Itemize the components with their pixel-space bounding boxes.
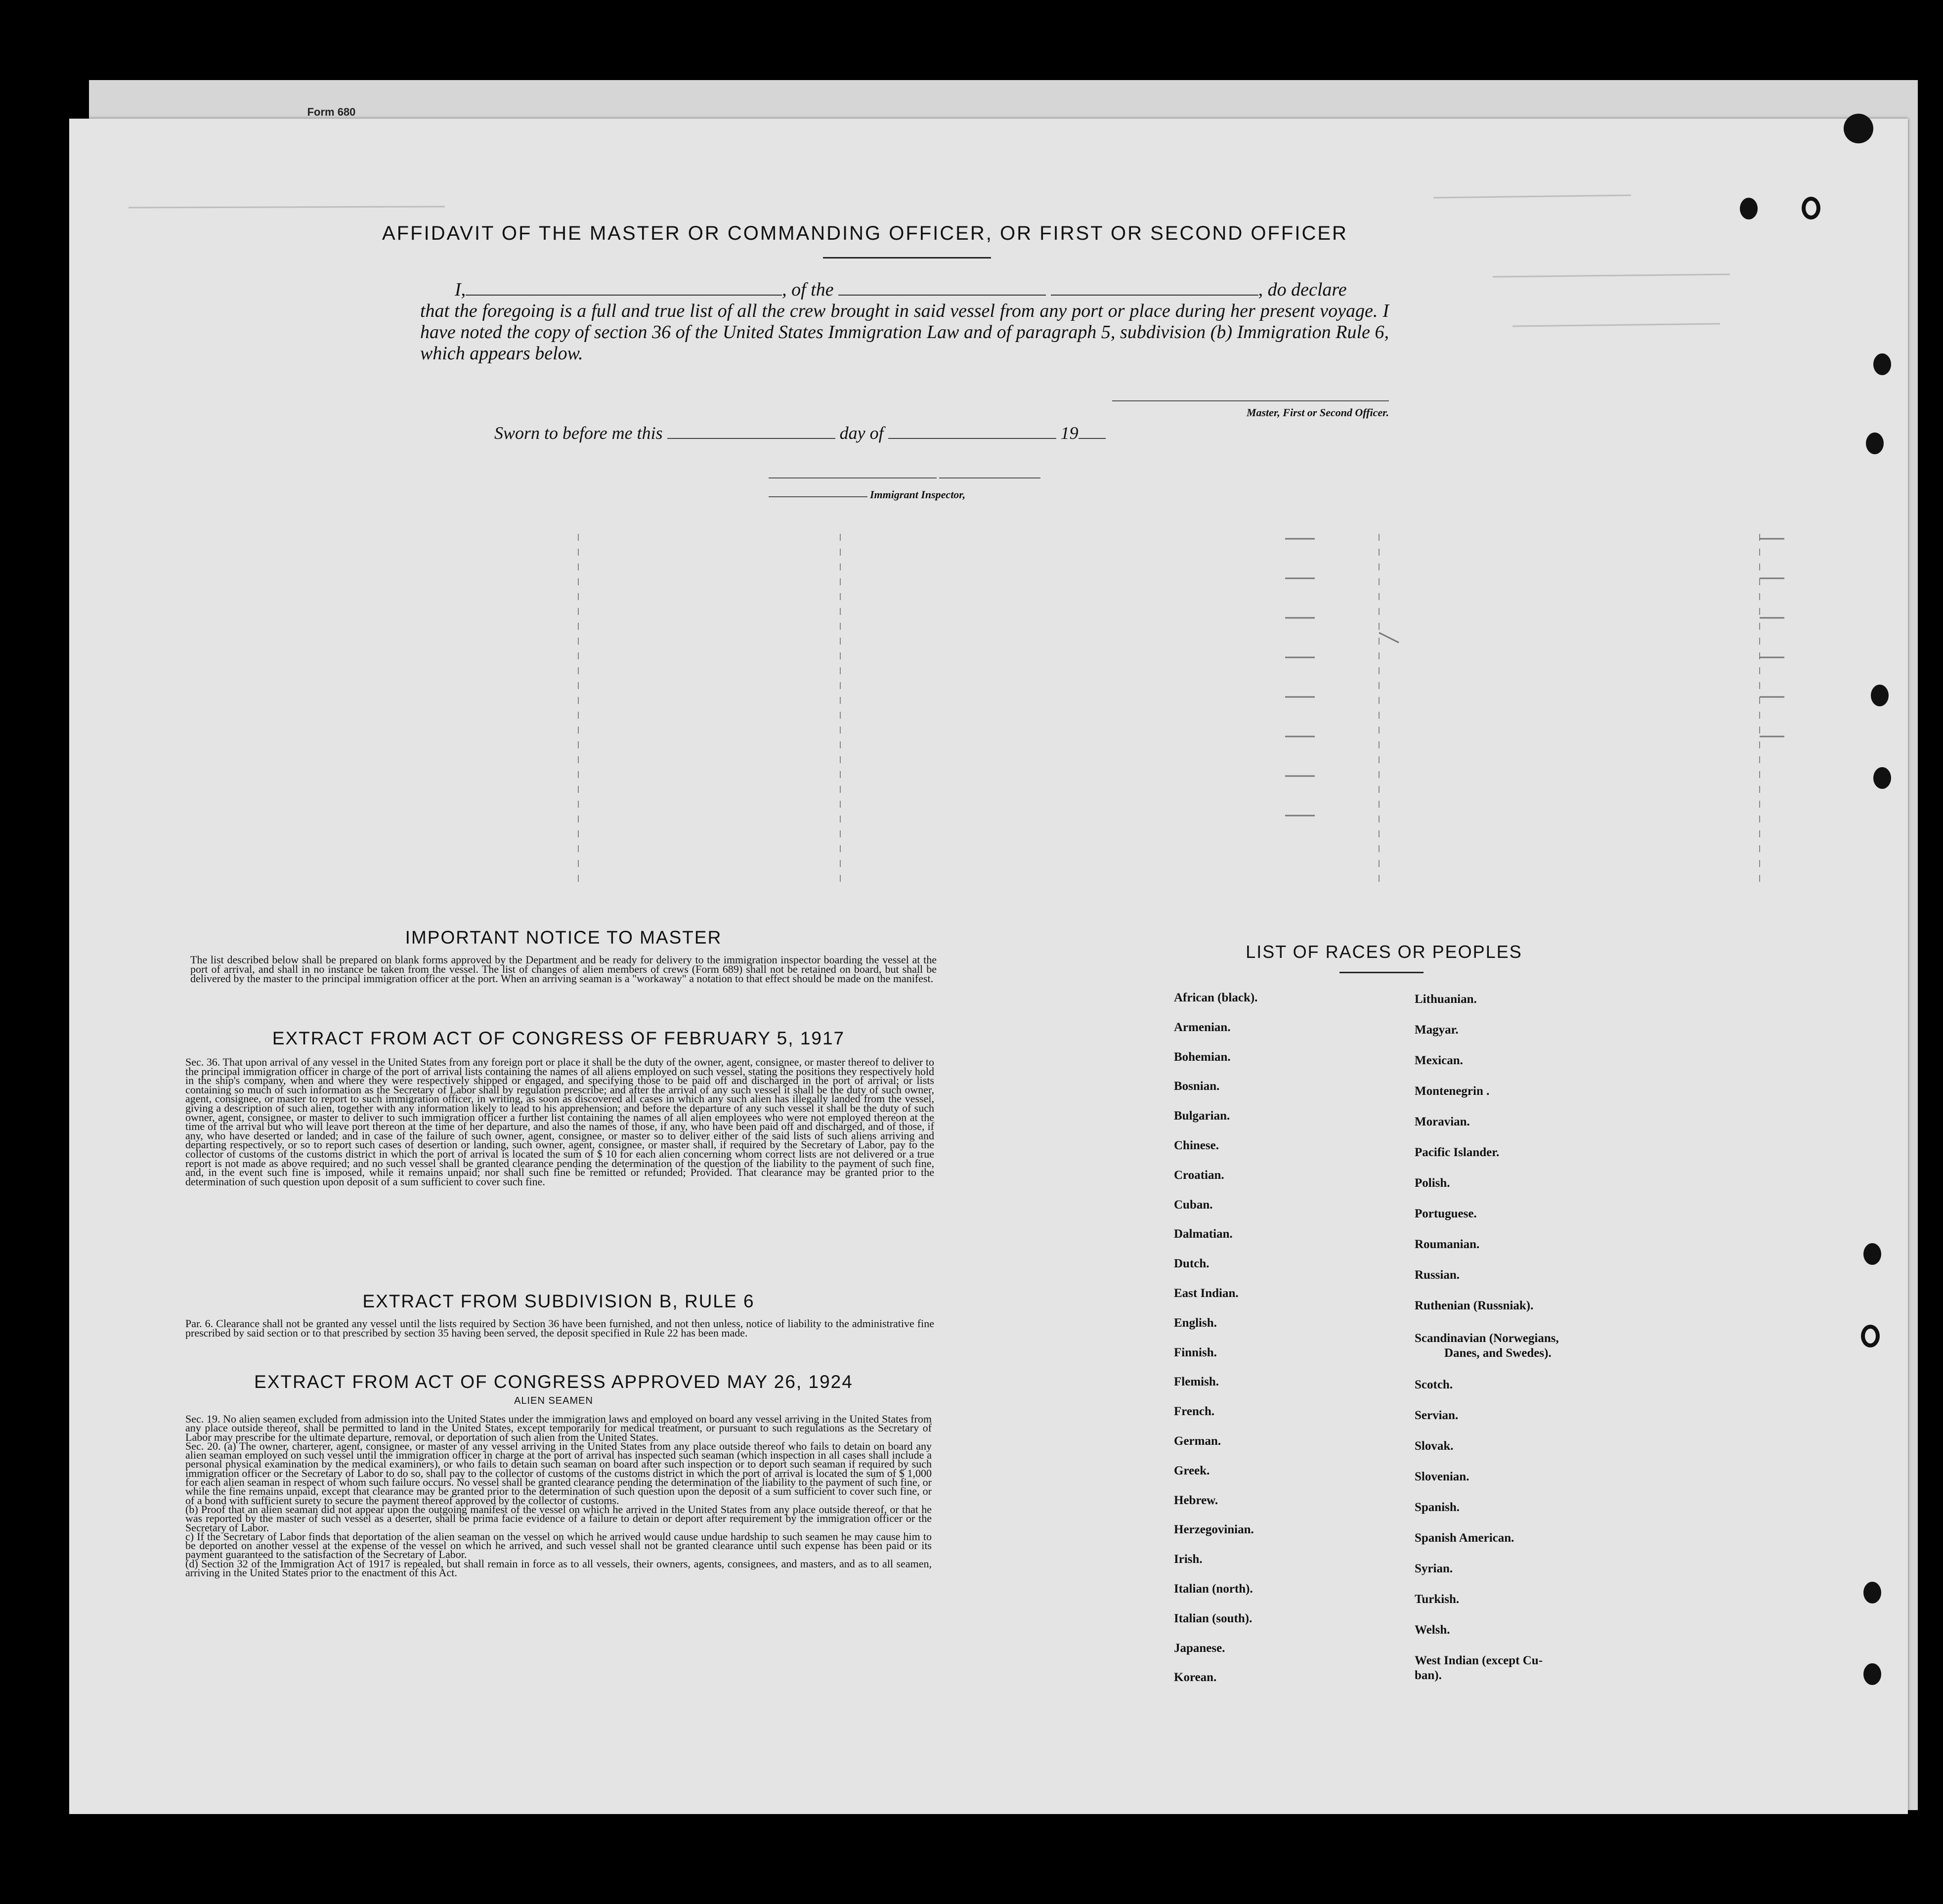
extract-1917-text: Sec. 36. That upon arrival of any vessel in the United States from any foreign port or place it shall be the duty of the owner, agent, consignee, or master thereof to deliver to the principal immigration officer in charge of the port of arrival lists containing the names of all aliens employed on such vessel, stating the positions they respectively hold in the ship's company, when and where they were respectively shipped or engaged, and specifying those to be paid off and discharged in the port of arrival; or lists containing so much of such information as the Secretary of Labor shall by regulation prescribe; and after the arrival of any such vessel it shall be the duty of such owner, agent, consignee, or master to report to such immigration officer, in writing, as soon as discovered all cases in which any such alien has illegally landed from the vessel, giving a description of such alien, together with any information likely to lead to his apprehension; and before the departure of any such vessel it shall be the duty of such owner, agent, consignee, or master to deliver to such immigration officer a further list containing the names of all alien employees who were not employed thereon at the time of the arrival but who will leave port thereon at the time of her departure, and also the names of those, if any, who have been paid off and discharged, and of those, if any, who have deserted or landed; and in case of the failure of such owner, agent, consignee, or master so to deliver either of the said lists of such aliens arriving and departing respectively, or so to report such cases of desertion or landing, such owner, agent, consignee, or master shall, if required by the Secretary of Labor, pay to the collector of customs of the customs district in which the port of arrival is located the sum of $ 10 for each alien concerning whom correct lists are not delivered or a true report is not made as above required; and no such vessel shall be granted clearance pending the determination of the question of the liability to the payment of such fine, and, in the event such fine is imposed, while it remains unpaid; nor shall such fine be remitted or refunded; Provided. That clearance may be granted prior to the determination of such question upon deposit of a sum sufficient to cover such fine. [185,1056,934,1188]
race-item: Servian. [1415,1409,1459,1422]
race-item: Montenegrin . [1415,1084,1490,1098]
race-item: Slovenian. [1415,1470,1469,1483]
race-item: Turkish. [1415,1593,1460,1606]
race-item: Greek. [1174,1464,1210,1477]
race-item: Portuguese. [1415,1207,1477,1220]
race-item: Bosnian. [1174,1080,1220,1093]
sworn-day-blank[interactable] [667,423,835,439]
sec-20c-paragraph: c) If the Secretary of Labor finds that deportation of the alien seaman on the vessel on which he arrived would cause undue hardship to such seamen he may cause him to be deported on another vessel at the expense of the vessel on which he arrived, and such vessel shall not be granted clearance until such expense has been paid or its payment guaranteed to the satisfaction of the Secretary of Labor. [185,1530,932,1561]
race-item: Pacific Islander. [1415,1146,1500,1159]
race-item: Italian (south). [1174,1612,1252,1625]
vessel-blank-2[interactable] [1051,280,1258,296]
punch-hole-icon [1873,767,1891,789]
vessel-blank[interactable] [838,280,1046,296]
affidavit-i: I, [455,279,466,300]
rule-6-title: EXTRACT FROM SUBDIVISION B, RULE 6 [362,1291,755,1311]
race-item: Roumanian. [1415,1238,1480,1251]
race-item: Bohemian. [1174,1050,1231,1064]
race-item: Italian (north). [1174,1582,1253,1596]
punch-hole-icon [1871,685,1889,706]
race-item: West Indian (except Cu- [1415,1654,1543,1667]
punch-hole-icon [1873,353,1891,375]
sec-20d-paragraph: (d) Section 32 of the Immigration Act of 1917 is repealed, but shall remain in force as to all vessels, their owners, agents, consignees, and masters, and as to all seamen, arriving in the United States prior to the enactment of this Act. [185,1557,932,1579]
race-item: Armenian. [1174,1021,1231,1034]
sworn-year-blank[interactable] [1079,423,1106,439]
affidavit-title: AFFIDAVIT OF THE MASTER OR COMMANDING OFFICER, OR FIRST OR SECOND OFFICER [382,222,1348,244]
race-item: Mexican. [1415,1054,1463,1067]
punch-hole-icon [1863,1663,1881,1685]
race-item: ban). [1415,1669,1442,1682]
race-item: Korean. [1174,1671,1217,1684]
race-item: Scotch. [1415,1378,1453,1391]
race-item: Cuban. [1174,1198,1213,1212]
affidavit-text [420,279,1389,364]
notice-title: IMPORTANT NOTICE TO MASTER [405,927,722,948]
punch-hole-icon [1740,198,1758,219]
sec-20b-paragraph: (b) Proof that an alien seaman did not appear upon the outgoing manifest of the vessel on which he arrived in the United States from any place outside thereof, or that he was reported by the master of such vessel as a deserter, shall be prima facie evidence of a failure to detain or deport after requirement by the immigration officer or the Secretary of Labor. [185,1503,932,1534]
affidavit-of-the: , of the [782,279,834,300]
races-rule [1339,972,1424,973]
race-item: Hebrew. [1174,1494,1218,1507]
sworn-line [494,423,1106,443]
punch-hole-icon [1844,114,1873,143]
race-item: Polish. [1415,1176,1450,1190]
signature-line[interactable] [1112,400,1389,401]
race-item: Moravian. [1415,1115,1470,1128]
race-item: German. [1174,1434,1221,1448]
extract-1917-title: EXTRACT FROM ACT OF CONGRESS OF FEBRUARY 5, 1917 [272,1028,845,1048]
punch-hole-icon [1861,1325,1880,1347]
race-item: English. [1174,1316,1217,1330]
punch-hole-icon [1866,433,1884,454]
race-item: Dalmatian. [1174,1227,1233,1241]
sworn-year: 19 [1060,423,1079,443]
race-item: Spanish American. [1415,1531,1514,1545]
punch-hole-icon [1863,1243,1881,1265]
race-item: Irish. [1174,1553,1203,1566]
inspector-label: Immigrant Inspector, [870,488,966,501]
race-item: Spanish. [1415,1501,1460,1514]
title-rule [823,257,991,259]
race-item: Slovak. [1415,1439,1454,1453]
alien-seamen-subtitle: ALIEN SEAMEN [514,1395,593,1406]
race-item: Finnish. [1174,1346,1217,1359]
extract-1924-text [185,1415,932,1577]
notice-text: The list described below shall be prepared on blank forms approved by the Department and be ready for delivery to the immigration inspector boarding the vessel at the port of arrival, and shall in no instance be taken from the vessel. The list of changes of alien members of crews (Form 689) shall not be retained on board, but shall be delivered by the master to the principal immigration officer at the port. When an arriving seaman is a "workaway" a notation to that effect should be made on the manifest. [190,953,937,985]
race-item: East Indian. [1174,1287,1239,1300]
race-item: French. [1174,1405,1215,1418]
race-item: Chinese. [1174,1139,1219,1152]
race-item: Japanese. [1174,1642,1225,1655]
race-item: Welsh. [1415,1623,1450,1637]
form-number: Form 680 [307,106,356,118]
rule-6-text: Par. 6. Clearance shall not be granted any vessel until the lists required by Section 36 have been furnished, and not then unless, notice of liability to the administrative fine prescribed by said section or to that prescribed by section 35 having been served, the deposit specified in Rule 22 has been made. [185,1317,934,1339]
name-blank[interactable] [466,280,782,296]
race-item: Magyar. [1415,1023,1459,1037]
punch-hole-icon [1863,1582,1881,1603]
sworn-day-of: day of [839,423,884,443]
inspector-line-2[interactable] [939,477,1040,478]
affidavit-body: that the foregoing is a full and true list of all the crew brought in said vessel from any port or place during her present voyage. I have noted the copy of section 36 of the United States Immigration Law and of paragraph 5, subdivision (b) Immigration Rule 6, which appears below. [420,301,1389,364]
race-item: Russian. [1415,1268,1460,1282]
race-item: Herzegovinian. [1174,1523,1254,1536]
races-title: LIST OF RACES OR PEOPLES [1246,942,1522,962]
race-item: Dutch. [1174,1257,1209,1270]
affidavit-declare: , do declare [1258,279,1347,300]
race-item: Croatian. [1174,1168,1224,1182]
race-item: Bulgarian. [1174,1109,1230,1123]
inspector-line-3[interactable] [769,496,867,497]
sworn-month-blank[interactable] [888,423,1056,439]
sec-19-paragraph: Sec. 19. No alien seamen excluded from admission into the United States under the immigration laws and employed on board any vessel arriving in the United States from any place outside thereof, shall be permitted to land in the United States, except temporarily for medical treatment, or pursuant to such regulations as the Secretary of Labor may prescribe for the ultimate departure, removal, or deportation of such alien from the United States. [185,1413,932,1443]
race-item: Lithuanian. [1415,993,1477,1006]
race-item: Danes, and Swedes). [1444,1346,1552,1360]
punch-hole-icon [1802,197,1820,219]
signature-label: Master, First or Second Officer. [1246,406,1389,419]
race-item: Ruthenian (Russniak). [1415,1299,1534,1312]
race-item: Flemish. [1174,1375,1219,1388]
extract-1924-title: EXTRACT FROM ACT OF CONGRESS APPROVED MAY 26, 1924 [254,1372,853,1392]
sworn-prefix: Sworn to before me this [494,423,663,443]
race-item: Scandinavian (Norwegians, [1415,1332,1559,1345]
race-item: African (black). [1174,991,1258,1004]
sec-20a-paragraph: Sec. 20. (a) The owner, charterer, agent, consignee, or master of any vessel arriving in the United States from any place outside thereof who fails to detain on board any alien seaman employed on such vessel until the immigration officer in charge at the port of arrival has inspected such seaman (which inspection in all cases shall include a personal physical examination by the medical examiners), or who fails to detain such seaman on board after such inspection or to deport such seaman if required by such immigration officer or the Secretary of Labor to do so, shall pay to the collector of customs of the customs district in which the port of arrival is located the sum of $ 1,000 for each alien seaman in respect of whom such failure occurs. No vessel shall be granted clearance pending the determination of the liability to the payment of such fine, or while the fine remains unpaid, except that clearance may be granted prior to the determination of such question upon the deposit of a sum sufficient to cover such fine, or of a bond with sufficient surety to secure the payment thereof approved by the collector of customs. [185,1439,932,1507]
race-item: Syrian. [1415,1562,1453,1575]
inspector-line-1[interactable] [769,477,937,478]
